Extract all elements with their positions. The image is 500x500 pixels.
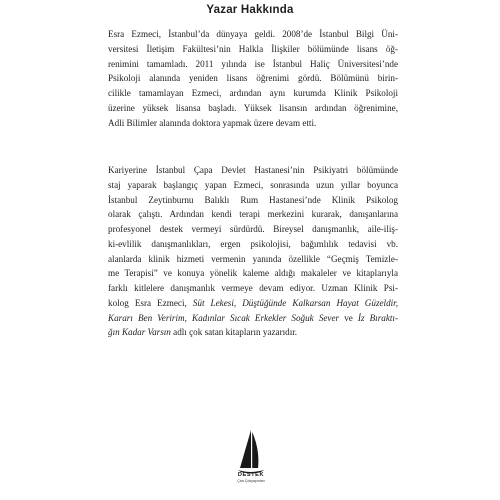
page-title: Yazar Hakkında xyxy=(206,4,294,16)
paragraph-2 xyxy=(108,163,398,340)
text-run: adlı çok satan kitapların yazarıdır. xyxy=(170,327,298,338)
text-line: İstanbul Zeytinburnu Balıklı Rum Hastanesi’nde Klinik Psikolog xyxy=(108,194,398,205)
text-line: Esra Ezmeci, İstanbul’da dünyaya geldi. 2008’de İstanbul Bilgi Üni- xyxy=(108,29,398,39)
text-line: versitesi İletişim Fakültesi’nin Halkla İlişkiler bölümünde lisans öğ- xyxy=(108,43,398,54)
text-line: me Terapisi” ve konuya yönelik kaleme aldığı makaleler ve kitaplarıyla xyxy=(108,268,398,279)
book-titles-italic: İz Bıraktı- xyxy=(357,312,398,323)
text-line: profesyonel destek vermeyi sürdürdü. Bireysel danışmanlık, aile-iliş- xyxy=(108,224,398,234)
text-line: Adli Bilimler alanında doktora yapmak üzere devam etti. xyxy=(108,117,317,128)
publisher-name: DESTEK xyxy=(237,472,265,478)
book-titles-italic: ğın Kadar Varsın xyxy=(108,327,171,338)
text-line: staj yaparak başlangıç yapan Ezmeci, sonrasında uzun yıllar boyunca xyxy=(108,179,398,190)
text-line xyxy=(108,296,398,311)
text-line: Kariyerine İstanbul Çapa Devlet Hastanesi’nin Psikiyatri bölümünde xyxy=(108,165,398,175)
book-titles-italic: Kararı Ben Veririm, Kadınlar Sıcak Erkekler Soğuk Sever xyxy=(108,312,340,323)
text-line: farklı kitlelere danışmanlık vermeye devam ediyor. Uzman Klinik Psi- xyxy=(108,283,398,293)
text-line: Psikoloji alanında yeniden lisans öğrenimi gördü. Bölümünü birin- xyxy=(108,73,398,84)
publisher-subtitle: Çan Çokyayınları xyxy=(237,479,265,483)
text-line: renimini tamamladı. 2011 yılında ise İstanbul Haliç Üniversitesi’nde xyxy=(108,58,398,69)
text-line xyxy=(108,311,398,326)
text-line: üzerine yüksek lisansa başladı. Yüksek lisansın ardından öğrenimine, xyxy=(108,102,398,113)
sailboat-logo-icon xyxy=(234,428,268,494)
text-line: alanlarda klinik hizmeti vermenin yanında özellikle “Geçmiş Temizle- xyxy=(108,253,398,264)
text-run: kolog Esra Ezmeci, xyxy=(108,297,193,308)
paragraph-1 xyxy=(108,27,398,130)
book-titles-italic: Süt Lekesi, Düştüğünde Kalkarsan Hayat Güzeldir, xyxy=(192,297,398,308)
text-line: ki-evlilik danışmanlıkları, ergen psikolojisi, bağımlılık tedavisi vb. xyxy=(108,238,398,249)
text-line: cilikle tamamlayan Ezmeci, ardından aynı kurumda Klinik Psikoloji xyxy=(108,88,398,98)
text-line: olarak çalıştı. Ardından kendi terapi merkezini kurarak, danışanlarına xyxy=(108,209,398,220)
text-run: ve xyxy=(339,312,358,323)
text-line xyxy=(108,325,398,340)
